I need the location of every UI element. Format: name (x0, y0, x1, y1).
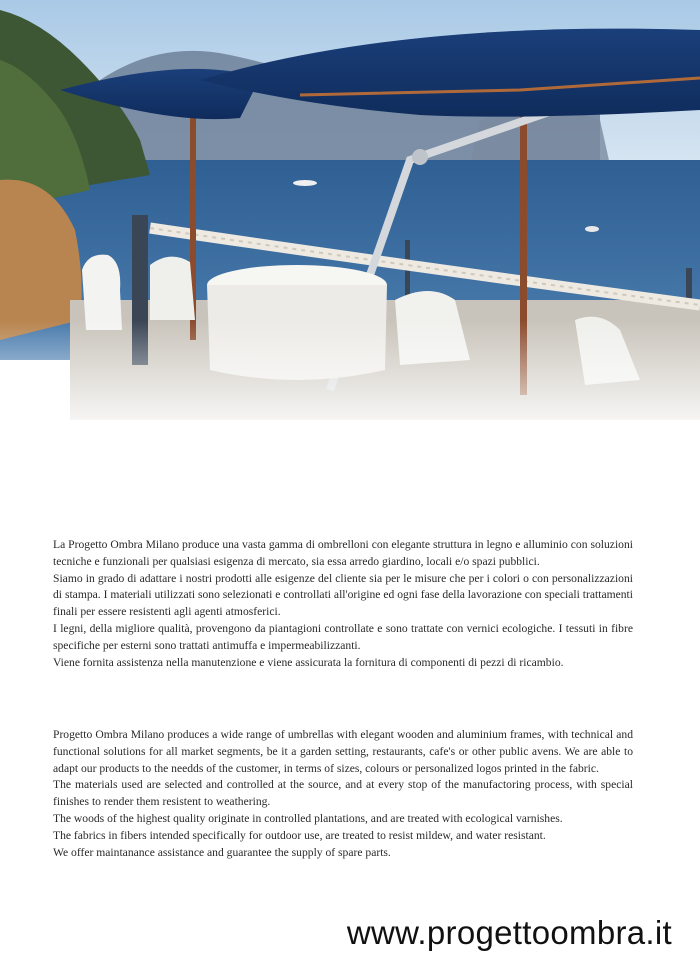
italian-description (53, 537, 633, 671)
italian-paragraph-materials: I legni, della migliore qualità, provengono da piantagioni controllate e sono trattate con vernici ecologiche. I tessuti in fibre specifiche per esterni sono trattati antimuffa e impermeabilizzanti. (53, 621, 633, 652)
english-paragraph-assistance: We offer maintanance assistance and guarantee the supply of spare parts. (53, 845, 391, 859)
english-description (53, 727, 633, 861)
english-paragraph-woods: The woods of the highest quality originate in controlled plantations, and are treated with ecological varnishes. (53, 811, 563, 825)
english-paragraph-fabrics: The fabrics in fibers intended specifically for outdoor use, are treated to resist mildew, and water resistant. (53, 828, 546, 842)
website-link[interactable]: www.progettoombra.it (346, 914, 672, 951)
italian-paragraph-assistance: Viene fornita assistenza nella manutenzione e viene assicurata la fornitura di componenti di pezzi di ricambio. (53, 655, 564, 669)
italian-paragraph-customization: Siamo in grado di adattare i nostri prodotti alle esigenze del cliente sia per le misure che per i colori o con personalizzazioni di stampa. I materiali utilizzati sono selezionati e controllati all'origine ed ogni fase della lavorazione con speciali trattamenti finali per essere resistenti agli agenti atmosferici. (53, 571, 633, 619)
italian-paragraph-intro: La Progetto Ombra Milano produce una vasta gamma di ombrelloni con elegante struttura in legno e alluminio con soluzioni tecniche e funzionali per qualsiasi esigenza di mercato, sia essa arredo giardino, locali e/o spazi pubblici. (53, 538, 633, 568)
hero-photo (0, 0, 700, 440)
english-paragraph-intro: Progetto Ombra Milano produces a wide range of umbrellas with elegant wooden and aluminium frames, with technical and functional solutions for all market segments, be it a garden setting, restaurants, cafe's or other public avens. We are able to adapt our products to the needds of the customer, in terms of sizes, colours or personalized logos printed in the fabric. (53, 728, 633, 775)
english-paragraph-materials: The materials used are selected and controlled at the source, and at every stop of the manufactoring process, with special finishes to render them resistent to weathering. (53, 778, 633, 809)
